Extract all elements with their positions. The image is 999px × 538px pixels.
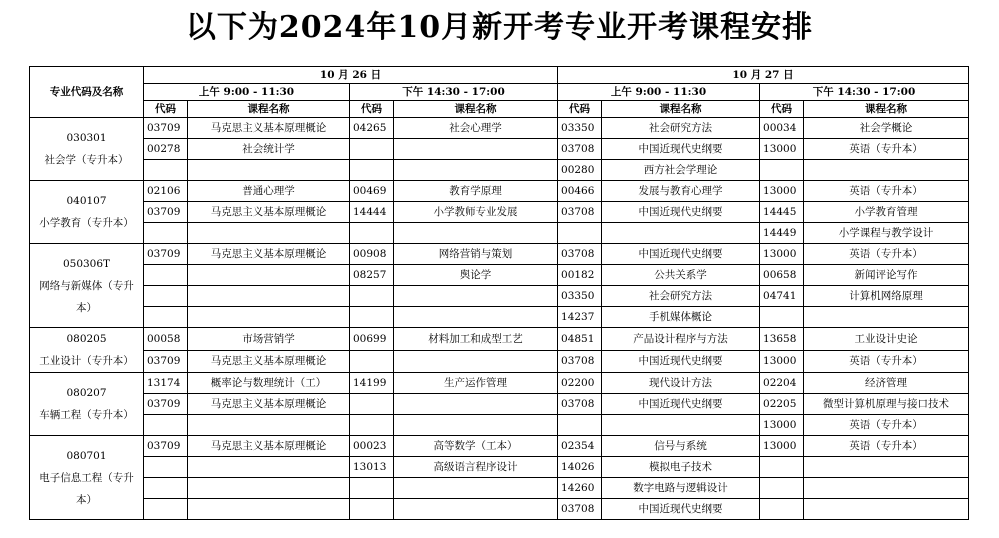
table-row: [30, 478, 969, 499]
course-name: 中国近现代史纲要: [602, 139, 760, 160]
program-cell: [30, 436, 144, 520]
course-name: 西方社会学理论: [602, 160, 760, 181]
course-name: 英语（专升本）: [804, 244, 969, 265]
course-name: 中国近现代史纲要: [602, 244, 760, 265]
course-code: 03708: [558, 394, 602, 415]
day2-am-header: 上午 9:00 - 11:30: [558, 84, 760, 101]
course-code: 13013: [350, 457, 394, 478]
course-code: [144, 286, 188, 307]
course-name: 马克思主义基本原理概论: [188, 118, 350, 139]
course-name: [394, 160, 558, 181]
course-name: [804, 307, 969, 328]
program-name: 网络与新媒体（专升本）: [39, 279, 134, 314]
course-col-header: 课程名称: [188, 101, 350, 118]
program-code: 080701: [66, 449, 107, 462]
course-name: 中国近现代史纲要: [602, 394, 760, 415]
table-row: [30, 181, 969, 202]
course-code: 00023: [350, 436, 394, 457]
table-row: [30, 394, 969, 415]
course-code: 02354: [558, 436, 602, 457]
course-name: [188, 457, 350, 478]
course-code: 14199: [350, 373, 394, 394]
course-name: 马克思主义基本原理概论: [188, 202, 350, 223]
course-code: 03709: [144, 244, 188, 265]
course-code: [350, 139, 394, 160]
course-code: [350, 478, 394, 499]
table-row: [30, 328, 969, 351]
course-code: 02106: [144, 181, 188, 202]
day2-pm-header: 下午 14:30 - 17:00: [760, 84, 969, 101]
course-name: [394, 139, 558, 160]
course-name: 现代设计方法: [602, 373, 760, 394]
table-row: [30, 307, 969, 328]
course-name: 社会研究方法: [602, 118, 760, 139]
course-name: 马克思主义基本原理概论: [188, 350, 350, 373]
course-name: 小学课程与教学设计: [804, 223, 969, 244]
course-code: 03709: [144, 350, 188, 373]
course-code: 03709: [144, 394, 188, 415]
course-code: 13000: [760, 350, 804, 373]
course-name: 舆论学: [394, 265, 558, 286]
course-name: 普通心理学: [188, 181, 350, 202]
course-name: 微型计算机原理与接口技术: [804, 394, 969, 415]
course-name: 中国近现代史纲要: [602, 499, 760, 520]
schedule-body: [30, 118, 969, 520]
course-name: [804, 478, 969, 499]
course-code: 14444: [350, 202, 394, 223]
course-code: 02204: [760, 373, 804, 394]
course-code: 00280: [558, 160, 602, 181]
course-code: 13000: [760, 436, 804, 457]
course-name: 市场营销学: [188, 328, 350, 351]
course-code: 08257: [350, 265, 394, 286]
course-code: [350, 223, 394, 244]
course-code: 13174: [144, 373, 188, 394]
course-name: 社会学概论: [804, 118, 969, 139]
course-code: 03709: [144, 202, 188, 223]
course-name: [188, 499, 350, 520]
course-name: 小学教师专业发展: [394, 202, 558, 223]
table-row: [30, 160, 969, 181]
course-code: [760, 160, 804, 181]
program-code: 080205: [66, 333, 107, 345]
course-name: 中国近现代史纲要: [602, 350, 760, 373]
course-name: [394, 478, 558, 499]
course-name: 概率论与数理统计（工）: [188, 373, 350, 394]
course-name: [804, 457, 969, 478]
course-code: [558, 223, 602, 244]
course-code: 03350: [558, 118, 602, 139]
course-name: 英语（专升本）: [804, 350, 969, 373]
course-name: [394, 394, 558, 415]
course-col-header: 课程名称: [804, 101, 969, 118]
table-row: [30, 118, 969, 139]
table-row: [30, 286, 969, 307]
course-name: 经济管理: [804, 373, 969, 394]
course-name: 数字电路与逻辑设计: [602, 478, 760, 499]
day2-header: 10 月 27 日: [558, 67, 969, 84]
course-name: [602, 223, 760, 244]
course-name: [394, 223, 558, 244]
course-name: 模拟电子技术: [602, 457, 760, 478]
course-code: [350, 307, 394, 328]
course-code: [144, 478, 188, 499]
course-name: [394, 286, 558, 307]
table-row: [30, 499, 969, 520]
course-code: 14260: [558, 478, 602, 499]
page-title: 以下为2024年10月新开考专业开考课程安排: [185, 10, 814, 45]
course-name: 计算机网络原理: [804, 286, 969, 307]
course-code: 03708: [558, 499, 602, 520]
course-name: [188, 478, 350, 499]
course-code: 14449: [760, 223, 804, 244]
course-name: 材料加工和成型工艺: [394, 328, 558, 351]
code-col-header: 代码: [350, 101, 394, 118]
course-name: 教育学原理: [394, 181, 558, 202]
course-name: 公共关系学: [602, 265, 760, 286]
course-name: [394, 415, 558, 436]
day1-pm-header: 下午 14:30 - 17:00: [350, 84, 558, 101]
course-code: [760, 499, 804, 520]
table-row: [30, 244, 969, 265]
course-code: 03708: [558, 350, 602, 373]
program-cell: [30, 244, 144, 328]
program-code: 040107: [66, 195, 107, 207]
course-name: 工业设计史论: [804, 328, 969, 351]
course-code: 00466: [558, 181, 602, 202]
program-name: 小学教育（专升本）: [39, 217, 134, 229]
course-name: 马克思主义基本原理概论: [188, 436, 350, 457]
table-row: [30, 436, 969, 457]
course-name: 信号与系统: [602, 436, 760, 457]
course-code: [350, 350, 394, 373]
table-row: [30, 202, 969, 223]
course-name: [602, 415, 760, 436]
program-cell: [30, 181, 144, 244]
course-name: [394, 499, 558, 520]
course-code: 00658: [760, 265, 804, 286]
course-name: 英语（专升本）: [804, 181, 969, 202]
course-code: [350, 160, 394, 181]
table-row: [30, 457, 969, 478]
course-name: 高等数学（工本）: [394, 436, 558, 457]
course-code: 14026: [558, 457, 602, 478]
course-code: 00058: [144, 328, 188, 351]
course-code: [760, 307, 804, 328]
course-code: 00034: [760, 118, 804, 139]
course-name: [188, 223, 350, 244]
course-name: [188, 160, 350, 181]
course-code: [350, 286, 394, 307]
course-code: 00278: [144, 139, 188, 160]
course-code: [350, 415, 394, 436]
course-code: [144, 307, 188, 328]
course-code: 14237: [558, 307, 602, 328]
program-cell: [30, 373, 144, 436]
course-name: 社会统计学: [188, 139, 350, 160]
course-col-header: 课程名称: [602, 101, 760, 118]
program-code: 030301: [66, 132, 107, 144]
course-code: [350, 499, 394, 520]
course-name: [804, 160, 969, 181]
course-name: 新闻评论写作: [804, 265, 969, 286]
course-code: 03709: [144, 118, 188, 139]
course-name: [188, 415, 350, 436]
table-row: [30, 265, 969, 286]
course-name: 马克思主义基本原理概论: [188, 244, 350, 265]
day1-header: 10 月 26 日: [144, 67, 558, 84]
course-code: 13000: [760, 181, 804, 202]
course-code: 00182: [558, 265, 602, 286]
course-code: 03350: [558, 286, 602, 307]
course-name: 手机媒体概论: [602, 307, 760, 328]
course-code: 13658: [760, 328, 804, 351]
table-row: [30, 415, 969, 436]
program-name: 工业设计（专升本）: [39, 355, 134, 367]
course-code: [144, 160, 188, 181]
course-name: 马克思主义基本原理概论: [188, 394, 350, 415]
table-row: [30, 350, 969, 373]
code-col-header: 代码: [760, 101, 804, 118]
course-col-header: 课程名称: [394, 101, 558, 118]
table-row: [30, 139, 969, 160]
course-code: [144, 457, 188, 478]
code-col-header: 代码: [144, 101, 188, 118]
code-col-header: 代码: [558, 101, 602, 118]
course-code: 00908: [350, 244, 394, 265]
course-name: 英语（专升本）: [804, 139, 969, 160]
course-code: [144, 499, 188, 520]
course-name: [394, 307, 558, 328]
program-code: 080207: [66, 387, 107, 399]
program-code: 050306T: [62, 257, 111, 270]
course-code: 03708: [558, 202, 602, 223]
course-code: 04265: [350, 118, 394, 139]
course-code: [558, 415, 602, 436]
course-code: 14445: [760, 202, 804, 223]
course-name: [188, 286, 350, 307]
course-code: 02205: [760, 394, 804, 415]
course-code: [144, 265, 188, 286]
program-name: 社会学（专升本）: [44, 154, 129, 166]
day1-am-header: 上午 9:00 - 11:30: [144, 84, 350, 101]
program-name: 电子信息工程（专升本）: [39, 471, 134, 506]
course-name: 发展与教育心理学: [602, 181, 760, 202]
course-name: [188, 307, 350, 328]
course-code: [350, 394, 394, 415]
course-code: 03709: [144, 436, 188, 457]
course-code: [760, 478, 804, 499]
course-code: 04851: [558, 328, 602, 351]
program-cell: [30, 118, 144, 181]
course-code: [144, 223, 188, 244]
course-code: 00469: [350, 181, 394, 202]
course-name: 网络营销与策划: [394, 244, 558, 265]
program-name: 车辆工程（专升本）: [39, 409, 134, 421]
course-code: 03708: [558, 244, 602, 265]
program-column-header: 专业代码及名称: [30, 67, 144, 118]
course-name: 生产运作管理: [394, 373, 558, 394]
course-code: [760, 457, 804, 478]
course-name: [804, 499, 969, 520]
course-code: 00699: [350, 328, 394, 351]
course-code: 13000: [760, 139, 804, 160]
course-name: 小学教育管理: [804, 202, 969, 223]
course-name: 产品设计程序与方法: [602, 328, 760, 351]
course-name: 社会研究方法: [602, 286, 760, 307]
course-code: 02200: [558, 373, 602, 394]
course-code: [144, 415, 188, 436]
course-name: 中国近现代史纲要: [602, 202, 760, 223]
course-name: [394, 350, 558, 373]
course-name: 社会心理学: [394, 118, 558, 139]
program-cell: [30, 328, 144, 373]
course-name: 英语（专升本）: [804, 436, 969, 457]
course-name: [188, 265, 350, 286]
table-row: [30, 223, 969, 244]
table-row: [30, 373, 969, 394]
course-code: 04741: [760, 286, 804, 307]
course-code: 13000: [760, 244, 804, 265]
course-name: 高级语言程序设计: [394, 457, 558, 478]
exam-schedule-table: [29, 66, 969, 520]
course-name: 英语（专升本）: [804, 415, 969, 436]
course-code: 13000: [760, 415, 804, 436]
course-code: 03708: [558, 139, 602, 160]
